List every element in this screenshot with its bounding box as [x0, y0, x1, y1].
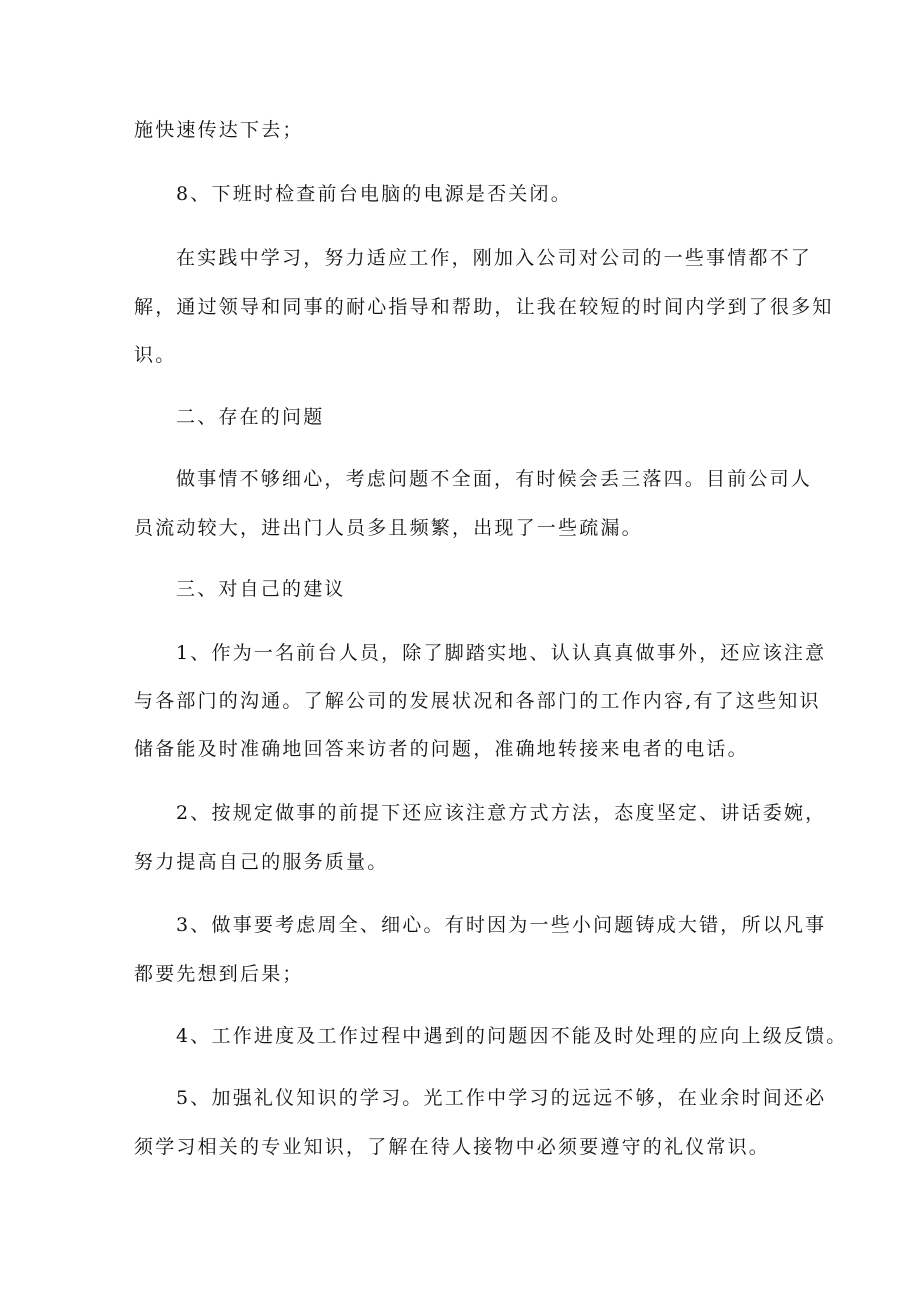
text-line: 4、工作进度及工作过程中遇到的问题因不能及时处理的应向上级反馈。: [176, 1025, 848, 1047]
section-heading: 三、对自己的建议: [176, 578, 346, 600]
text-line: 5、加强礼仪知识的学习。光工作中学习的远远不够，在业余时间还必: [176, 1087, 827, 1109]
text-line: 努力提高自己的服务质量。: [134, 851, 389, 873]
text-line: 须学习相关的专业知识，了解在待人接物中必须要遵守的礼仪常识。: [134, 1136, 771, 1158]
text-line: 2、按规定做事的前提下还应该注意方式方法，态度坚定、讲话委婉，: [176, 802, 827, 824]
text-line: 解，通过领导和同事的耐心指导和帮助，让我在较短的时间内学到了很多知: [134, 296, 834, 318]
text-line: 识。: [134, 344, 177, 366]
section-heading: 二、存在的问题: [176, 406, 325, 428]
text-line: 员流动较大，进出门人员多且频繁，出现了一些疏漏。: [134, 517, 643, 539]
text-line: 与各部门的沟通。了解公司的发展状况和各部门的工作内容,有了这些知识: [134, 690, 821, 712]
text-line: 储备能及时准确地回答来访者的问题，准确地转接来电者的电话。: [134, 738, 749, 760]
text-line: 在实践中学习，努力适应工作，刚加入公司对公司的一些事情都不了: [176, 247, 813, 269]
text-line: 1、作为一名前台人员，除了脚踏实地、认认真真做事外，还应该注意: [176, 642, 827, 664]
text-line: 做事情不够细心，考虑问题不全面，有时候会丢三落四。目前公司人: [176, 468, 813, 490]
text-line: 3、做事要考虑周全、细心。有时因为一些小问题铸成大错，所以凡事: [176, 914, 827, 936]
text-line: 8、下班时检查前台电脑的电源是否关闭。: [176, 183, 572, 205]
text-line: 都要先想到后果；: [134, 963, 304, 985]
text-line: 施快速传达下去；: [134, 119, 304, 141]
